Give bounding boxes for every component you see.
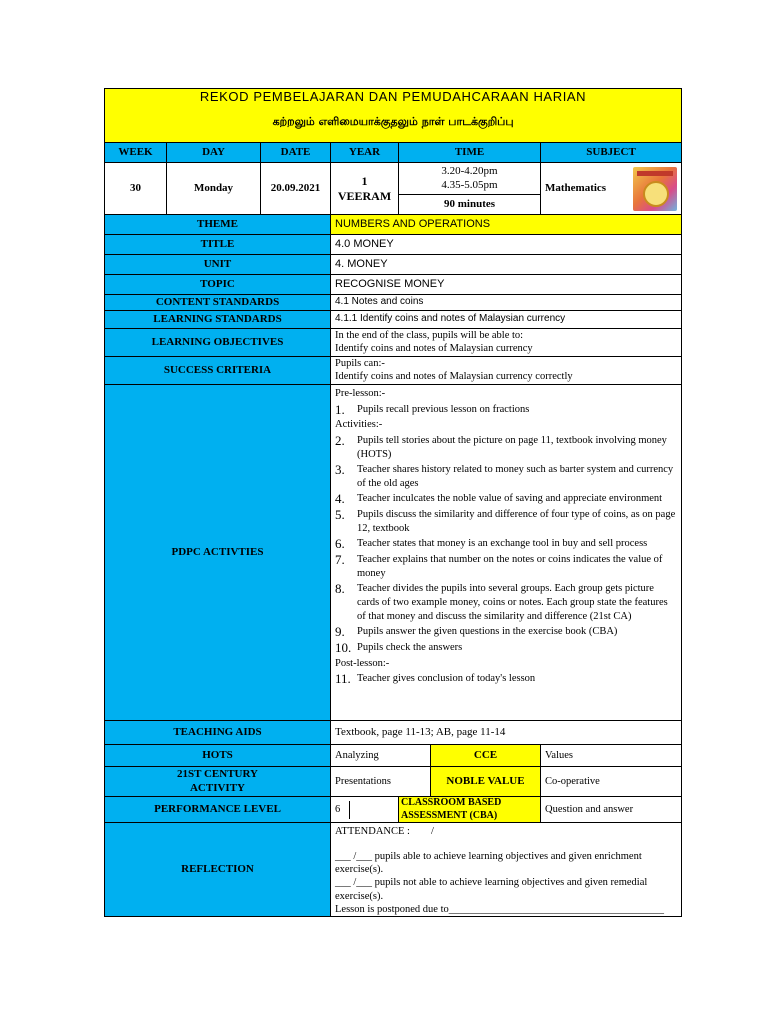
objectives-line-1: In the end of the class, pupils will be able to: (335, 330, 524, 342)
teaching-aids-label: TEACHING AIDS (105, 721, 331, 745)
performance-level-value (331, 797, 399, 823)
activity-item: 1. Pupils recall previous lesson on fractions (335, 401, 530, 417)
performance-level-number: 6 (335, 801, 350, 819)
performance-level-label: PERFORMANCE LEVEL (105, 797, 331, 823)
attendance-line: ATTENDANCE : / (335, 826, 434, 837)
post-lesson-heading: Post-lesson:- (335, 657, 390, 669)
learning-objectives-value (331, 329, 682, 357)
date-value: 20.09.2021 (261, 163, 331, 215)
success-criteria-label: SUCCESS CRITERIA (105, 357, 331, 385)
col-time-header: TIME (399, 143, 541, 163)
textbook-cover-icon (633, 167, 677, 211)
topic-value: RECOGNISE MONEY (331, 275, 682, 295)
year-value (331, 163, 399, 215)
title-value: 4.0 MONEY (331, 235, 682, 255)
activity-item: 3. Teacher shares history related to money such as barter system and currency of the old ages (335, 462, 674, 489)
success-criteria-value (331, 357, 682, 385)
unit-label: UNIT (105, 255, 331, 275)
noble-value-value: Co-operative (541, 767, 682, 797)
reflection-label: REFLECTION (105, 823, 331, 917)
activity-item: 9. Pupils answer the given questions in the exercise book (CBA) (335, 624, 618, 640)
year-number: 1 (361, 173, 368, 188)
time-slots (399, 163, 541, 195)
time-slot-2: 4.35-5.05pm (441, 178, 498, 191)
subject-value: Mathematics (545, 181, 607, 194)
cba-value: Question and answer (541, 797, 682, 823)
theme-value: NUMBERS AND OPERATIONS (331, 215, 682, 235)
reflection-value (331, 823, 682, 917)
week-value: 30 (105, 163, 167, 215)
year-class: VEERAM (337, 188, 392, 203)
subject-cell (541, 163, 682, 215)
title-label: TITLE (105, 235, 331, 255)
header-cell (105, 89, 682, 143)
time-slot-1: 3.20-4.20pm (441, 164, 498, 177)
century-value: Presentations (331, 767, 431, 797)
topic-label: TOPIC (105, 275, 331, 295)
reflection-line-2: ___ /___ pupils not able to achieve learning objectives and given remedial exercise(s). (335, 877, 648, 902)
col-week-header: WEEK (105, 143, 167, 163)
century-label: 21ST CENTURY ACTIVITY (105, 767, 331, 797)
cce-label: CCE (431, 745, 541, 767)
page-subtitle: கற்றலும் எளிமையாக்குதலும் நாள் பாடக்குறிப்பு (272, 115, 514, 129)
content-standards-label: CONTENT STANDARDS (105, 295, 331, 311)
activity-item: 5. Pupils discuss the similarity and difference of four type of coins, as on page 12, textbook (335, 507, 676, 534)
activities-heading: Activities:- (335, 419, 383, 431)
pre-lesson-heading: Pre-lesson:- (335, 388, 386, 399)
success-line-1: Pupils can:- (335, 358, 385, 370)
noble-value-label: NOBLE VALUE (431, 767, 541, 797)
unit-value: 4. MONEY (331, 255, 682, 275)
success-line-2: Identify coins and notes of Malaysian currency correctly (335, 370, 573, 382)
pdpc-label: PDPC ACTIVTIES (105, 385, 331, 721)
duration-value: 90 minutes (399, 195, 541, 215)
col-subject-header: SUBJECT (541, 143, 682, 163)
theme-label: THEME (105, 215, 331, 235)
reflection-line-3: Lesson is postponed due to_________________________________________ (335, 903, 664, 915)
learning-standards-value: 4.1.1 Identify coins and notes of Malaysian currency (331, 311, 682, 329)
learning-objectives-label: LEARNING OBJECTIVES (105, 329, 331, 357)
activity-item: 7. Teacher explains that number on the notes or coins indicates the value of money (335, 552, 663, 579)
activity-item: 2. Pupils tell stories about the picture on page 11, textbook involving money (HOTS) (335, 432, 667, 460)
reflection-line-1: ___ /___ pupils able to achieve learning objectives and given enrichment exercise(s). (335, 851, 642, 876)
lesson-plan-table (104, 88, 682, 917)
activity-item: 10. Pupils check the answers (335, 639, 463, 655)
col-year-header: YEAR (331, 143, 399, 163)
cce-value: Values (541, 745, 682, 767)
col-day-header: DAY (167, 143, 261, 163)
objectives-line-2: Identify coins and notes of Malaysian currency (335, 342, 533, 354)
activity-item: 11. Teacher gives conclusion of today's lesson (335, 671, 536, 687)
hots-label: HOTS (105, 745, 331, 767)
page-title: REKOD PEMBELAJARAN DAN PEMUDAHCARAAN HARIAN (199, 89, 587, 104)
hots-value: Analyzing (331, 745, 431, 767)
cba-label: CLASSROOM BASED ASSESSMENT (CBA) (399, 797, 541, 823)
col-date-header: DATE (261, 143, 331, 163)
activity-item: 6. Teacher states that money is an exchange tool in buy and sell process (335, 536, 648, 552)
learning-standards-label: LEARNING STANDARDS (105, 311, 331, 329)
pdpc-activities (331, 385, 682, 721)
activity-item: 4. Teacher inculcates the noble value of saving and appreciate environment (335, 491, 663, 507)
content-standards-value: 4.1 Notes and coins (331, 295, 682, 311)
lesson-plan-sheet (104, 88, 681, 917)
day-value: Monday (167, 163, 261, 215)
activity-item: 8. Teacher divides the pupils into several groups. Each group gets picture cards of two example money, coins or notes. Each group state the features of that money and discuss the similarity and difference (21st CA) (335, 581, 668, 622)
teaching-aids-value: Textbook, page 11-13; AB, page 11-14 (331, 721, 682, 745)
